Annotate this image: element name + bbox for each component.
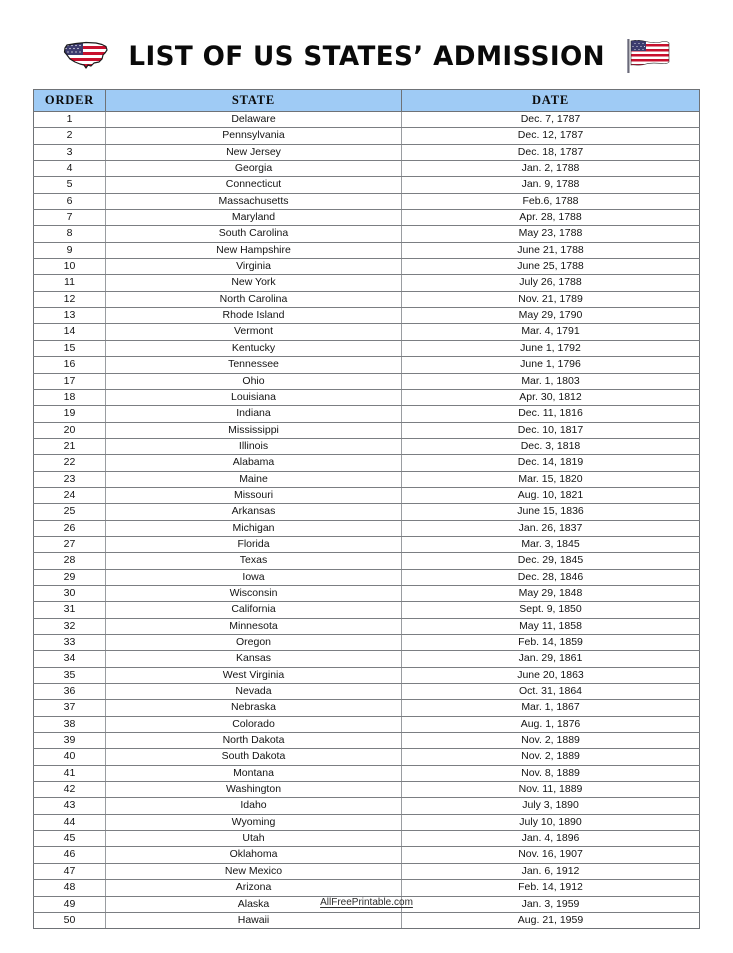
- cell-order: 48: [34, 880, 106, 896]
- column-header-state: STATE: [106, 90, 402, 112]
- cell-order: 22: [34, 455, 106, 471]
- cell-date: Sept. 9, 1850: [402, 602, 700, 618]
- table-row: [34, 765, 700, 781]
- cell-date: May 29, 1848: [402, 585, 700, 601]
- cell-state: Colorado: [106, 716, 402, 732]
- cell-state: Oregon: [106, 635, 402, 651]
- table-row: [34, 357, 700, 373]
- cell-order: 18: [34, 389, 106, 405]
- cell-order: 16: [34, 357, 106, 373]
- cell-order: 19: [34, 406, 106, 422]
- cell-state: North Carolina: [106, 291, 402, 307]
- cell-order: 13: [34, 308, 106, 324]
- cell-state: Texas: [106, 553, 402, 569]
- cell-state: Washington: [106, 782, 402, 798]
- cell-state: Wisconsin: [106, 585, 402, 601]
- cell-order: 42: [34, 782, 106, 798]
- cell-state: Arkansas: [106, 504, 402, 520]
- cell-order: 26: [34, 520, 106, 536]
- cell-state: Ohio: [106, 373, 402, 389]
- cell-date: June 25, 1788: [402, 259, 700, 275]
- table-row: [34, 438, 700, 454]
- cell-state: Rhode Island: [106, 308, 402, 324]
- footer-credit-link[interactable]: AllFreePrintable.com: [320, 897, 413, 908]
- table-row: [34, 912, 700, 928]
- table-row: [34, 389, 700, 405]
- cell-date: Jan. 6, 1912: [402, 863, 700, 879]
- footer: [0, 892, 733, 910]
- table-row: [34, 242, 700, 258]
- page-title: LIST OF US STATES’ ADMISSION: [128, 40, 605, 72]
- cell-order: 1: [34, 112, 106, 128]
- table-row: [34, 520, 700, 536]
- cell-order: 11: [34, 275, 106, 291]
- table-row: [34, 684, 700, 700]
- table-row: [34, 487, 700, 503]
- table-row: [34, 863, 700, 879]
- cell-order: 45: [34, 831, 106, 847]
- table-row: [34, 569, 700, 585]
- cell-state: Montana: [106, 765, 402, 781]
- table-body: [34, 112, 700, 929]
- cell-order: 31: [34, 602, 106, 618]
- cell-state: Florida: [106, 536, 402, 552]
- table-row: [34, 324, 700, 340]
- cell-state: Delaware: [106, 112, 402, 128]
- cell-state: West Virginia: [106, 667, 402, 683]
- cell-date: Apr. 28, 1788: [402, 210, 700, 226]
- table-row: [34, 291, 700, 307]
- cell-date: Dec. 11, 1816: [402, 406, 700, 422]
- table-row: [34, 308, 700, 324]
- cell-state: California: [106, 602, 402, 618]
- cell-order: 14: [34, 324, 106, 340]
- cell-order: 6: [34, 193, 106, 209]
- cell-order: 20: [34, 422, 106, 438]
- table-row: [34, 618, 700, 634]
- cell-state: Illinois: [106, 438, 402, 454]
- cell-state: New Mexico: [106, 863, 402, 879]
- cell-order: 7: [34, 210, 106, 226]
- us-map-flag-icon: [63, 39, 109, 73]
- cell-state: South Dakota: [106, 749, 402, 765]
- cell-order: 36: [34, 684, 106, 700]
- cell-state: Connecticut: [106, 177, 402, 193]
- table-row: [34, 275, 700, 291]
- cell-date: Apr. 30, 1812: [402, 389, 700, 405]
- cell-date: Dec. 12, 1787: [402, 128, 700, 144]
- cell-date: Feb. 14, 1859: [402, 635, 700, 651]
- cell-state: Georgia: [106, 161, 402, 177]
- cell-state: Wyoming: [106, 814, 402, 830]
- page-header: [0, 30, 733, 82]
- cell-state: Indiana: [106, 406, 402, 422]
- cell-state: Nebraska: [106, 700, 402, 716]
- cell-order: 50: [34, 912, 106, 928]
- cell-state: Virginia: [106, 259, 402, 275]
- cell-date: Mar. 15, 1820: [402, 471, 700, 487]
- cell-date: Dec. 14, 1819: [402, 455, 700, 471]
- cell-order: 12: [34, 291, 106, 307]
- cell-date: Nov. 11, 1889: [402, 782, 700, 798]
- cell-date: Jan. 26, 1837: [402, 520, 700, 536]
- cell-order: 9: [34, 242, 106, 258]
- table-row: [34, 373, 700, 389]
- table-row: [34, 226, 700, 242]
- table-row: [34, 798, 700, 814]
- cell-state: Minnesota: [106, 618, 402, 634]
- table-row: [34, 177, 700, 193]
- cell-date: Dec. 18, 1787: [402, 144, 700, 160]
- table-row: [34, 700, 700, 716]
- cell-order: 21: [34, 438, 106, 454]
- cell-state: South Carolina: [106, 226, 402, 242]
- cell-date: July 10, 1890: [402, 814, 700, 830]
- cell-state: Kansas: [106, 651, 402, 667]
- cell-date: July 26, 1788: [402, 275, 700, 291]
- table-row: [34, 112, 700, 128]
- cell-date: Dec. 3, 1818: [402, 438, 700, 454]
- cell-date: Mar. 4, 1791: [402, 324, 700, 340]
- cell-state: Nevada: [106, 684, 402, 700]
- table-row: [34, 553, 700, 569]
- states-admission-table: [33, 89, 700, 929]
- cell-date: Mar. 1, 1867: [402, 700, 700, 716]
- cell-date: Aug. 10, 1821: [402, 487, 700, 503]
- table-header: [34, 90, 700, 112]
- table-row: [34, 749, 700, 765]
- cell-state: Alaska: [106, 896, 402, 912]
- cell-order: 24: [34, 487, 106, 503]
- column-header-date: DATE: [402, 90, 700, 112]
- cell-date: June 20, 1863: [402, 667, 700, 683]
- table-row: [34, 667, 700, 683]
- cell-order: 27: [34, 536, 106, 552]
- table-row: [34, 422, 700, 438]
- cell-date: Jan. 3, 1959: [402, 896, 700, 912]
- table-row: [34, 406, 700, 422]
- cell-state: Pennsylvania: [106, 128, 402, 144]
- table-row: [34, 161, 700, 177]
- table-row: [34, 340, 700, 356]
- waving-us-flag-icon: [624, 37, 670, 75]
- cell-state: Iowa: [106, 569, 402, 585]
- table-row: [34, 847, 700, 863]
- cell-order: 25: [34, 504, 106, 520]
- cell-order: 39: [34, 733, 106, 749]
- cell-state: Arizona: [106, 880, 402, 896]
- cell-date: May 23, 1788: [402, 226, 700, 242]
- cell-state: Maryland: [106, 210, 402, 226]
- table-row: [34, 814, 700, 830]
- cell-order: 47: [34, 863, 106, 879]
- cell-state: New Jersey: [106, 144, 402, 160]
- cell-order: 3: [34, 144, 106, 160]
- cell-state: Alabama: [106, 455, 402, 471]
- table-row: [34, 831, 700, 847]
- cell-order: 43: [34, 798, 106, 814]
- cell-date: Feb.6, 1788: [402, 193, 700, 209]
- table-row: [34, 585, 700, 601]
- cell-state: Tennessee: [106, 357, 402, 373]
- table-row: [34, 602, 700, 618]
- cell-date: July 3, 1890: [402, 798, 700, 814]
- cell-order: 2: [34, 128, 106, 144]
- cell-date: June 1, 1796: [402, 357, 700, 373]
- table-row: [34, 455, 700, 471]
- cell-date: Nov. 16, 1907: [402, 847, 700, 863]
- cell-date: Aug. 1, 1876: [402, 716, 700, 732]
- cell-date: May 29, 1790: [402, 308, 700, 324]
- cell-state: Maine: [106, 471, 402, 487]
- cell-state: Oklahoma: [106, 847, 402, 863]
- cell-order: 46: [34, 847, 106, 863]
- table-row: [34, 144, 700, 160]
- cell-order: 23: [34, 471, 106, 487]
- cell-date: Jan. 29, 1861: [402, 651, 700, 667]
- cell-order: 5: [34, 177, 106, 193]
- table-row: [34, 716, 700, 732]
- table-row: [34, 651, 700, 667]
- cell-state: New York: [106, 275, 402, 291]
- cell-date: Jan. 2, 1788: [402, 161, 700, 177]
- cell-order: 28: [34, 553, 106, 569]
- cell-order: 8: [34, 226, 106, 242]
- cell-date: Oct. 31, 1864: [402, 684, 700, 700]
- cell-order: 32: [34, 618, 106, 634]
- cell-date: Nov. 21, 1789: [402, 291, 700, 307]
- cell-date: Aug. 21, 1959: [402, 912, 700, 928]
- table-row: [34, 733, 700, 749]
- cell-order: 38: [34, 716, 106, 732]
- cell-date: June 21, 1788: [402, 242, 700, 258]
- cell-date: Feb. 14, 1912: [402, 880, 700, 896]
- cell-order: 33: [34, 635, 106, 651]
- cell-order: 44: [34, 814, 106, 830]
- cell-state: Missouri: [106, 487, 402, 503]
- cell-date: June 1, 1792: [402, 340, 700, 356]
- cell-order: 30: [34, 585, 106, 601]
- cell-date: Jan. 9, 1788: [402, 177, 700, 193]
- table-row: [34, 210, 700, 226]
- cell-order: 15: [34, 340, 106, 356]
- cell-state: Hawaii: [106, 912, 402, 928]
- table-row: [34, 782, 700, 798]
- cell-date: Nov. 2, 1889: [402, 749, 700, 765]
- table-row: [34, 259, 700, 275]
- table-row: [34, 504, 700, 520]
- cell-date: June 15, 1836: [402, 504, 700, 520]
- cell-date: Mar. 3, 1845: [402, 536, 700, 552]
- table-header-row: [34, 90, 700, 112]
- cell-date: Nov. 8, 1889: [402, 765, 700, 781]
- cell-order: 35: [34, 667, 106, 683]
- cell-state: New Hampshire: [106, 242, 402, 258]
- cell-order: 37: [34, 700, 106, 716]
- cell-state: Massachusetts: [106, 193, 402, 209]
- cell-state: Kentucky: [106, 340, 402, 356]
- cell-date: Dec. 29, 1845: [402, 553, 700, 569]
- cell-date: May 11, 1858: [402, 618, 700, 634]
- cell-order: 17: [34, 373, 106, 389]
- cell-date: Dec. 7, 1787: [402, 112, 700, 128]
- table-row: [34, 471, 700, 487]
- table-row: [34, 536, 700, 552]
- cell-state: Idaho: [106, 798, 402, 814]
- cell-date: Dec. 28, 1846: [402, 569, 700, 585]
- cell-order: 40: [34, 749, 106, 765]
- cell-state: Vermont: [106, 324, 402, 340]
- cell-state: North Dakota: [106, 733, 402, 749]
- cell-state: Mississippi: [106, 422, 402, 438]
- cell-order: 4: [34, 161, 106, 177]
- cell-order: 29: [34, 569, 106, 585]
- cell-order: 41: [34, 765, 106, 781]
- column-header-order: ORDER: [34, 90, 106, 112]
- states-table-container: [33, 89, 699, 929]
- table-row: [34, 193, 700, 209]
- cell-state: Louisiana: [106, 389, 402, 405]
- cell-state: Michigan: [106, 520, 402, 536]
- cell-order: 34: [34, 651, 106, 667]
- table-row: [34, 635, 700, 651]
- cell-order: 10: [34, 259, 106, 275]
- cell-date: Nov. 2, 1889: [402, 733, 700, 749]
- cell-date: Mar. 1, 1803: [402, 373, 700, 389]
- cell-date: Jan. 4, 1896: [402, 831, 700, 847]
- cell-state: Utah: [106, 831, 402, 847]
- cell-order: 49: [34, 896, 106, 912]
- cell-date: Dec. 10, 1817: [402, 422, 700, 438]
- table-row: [34, 128, 700, 144]
